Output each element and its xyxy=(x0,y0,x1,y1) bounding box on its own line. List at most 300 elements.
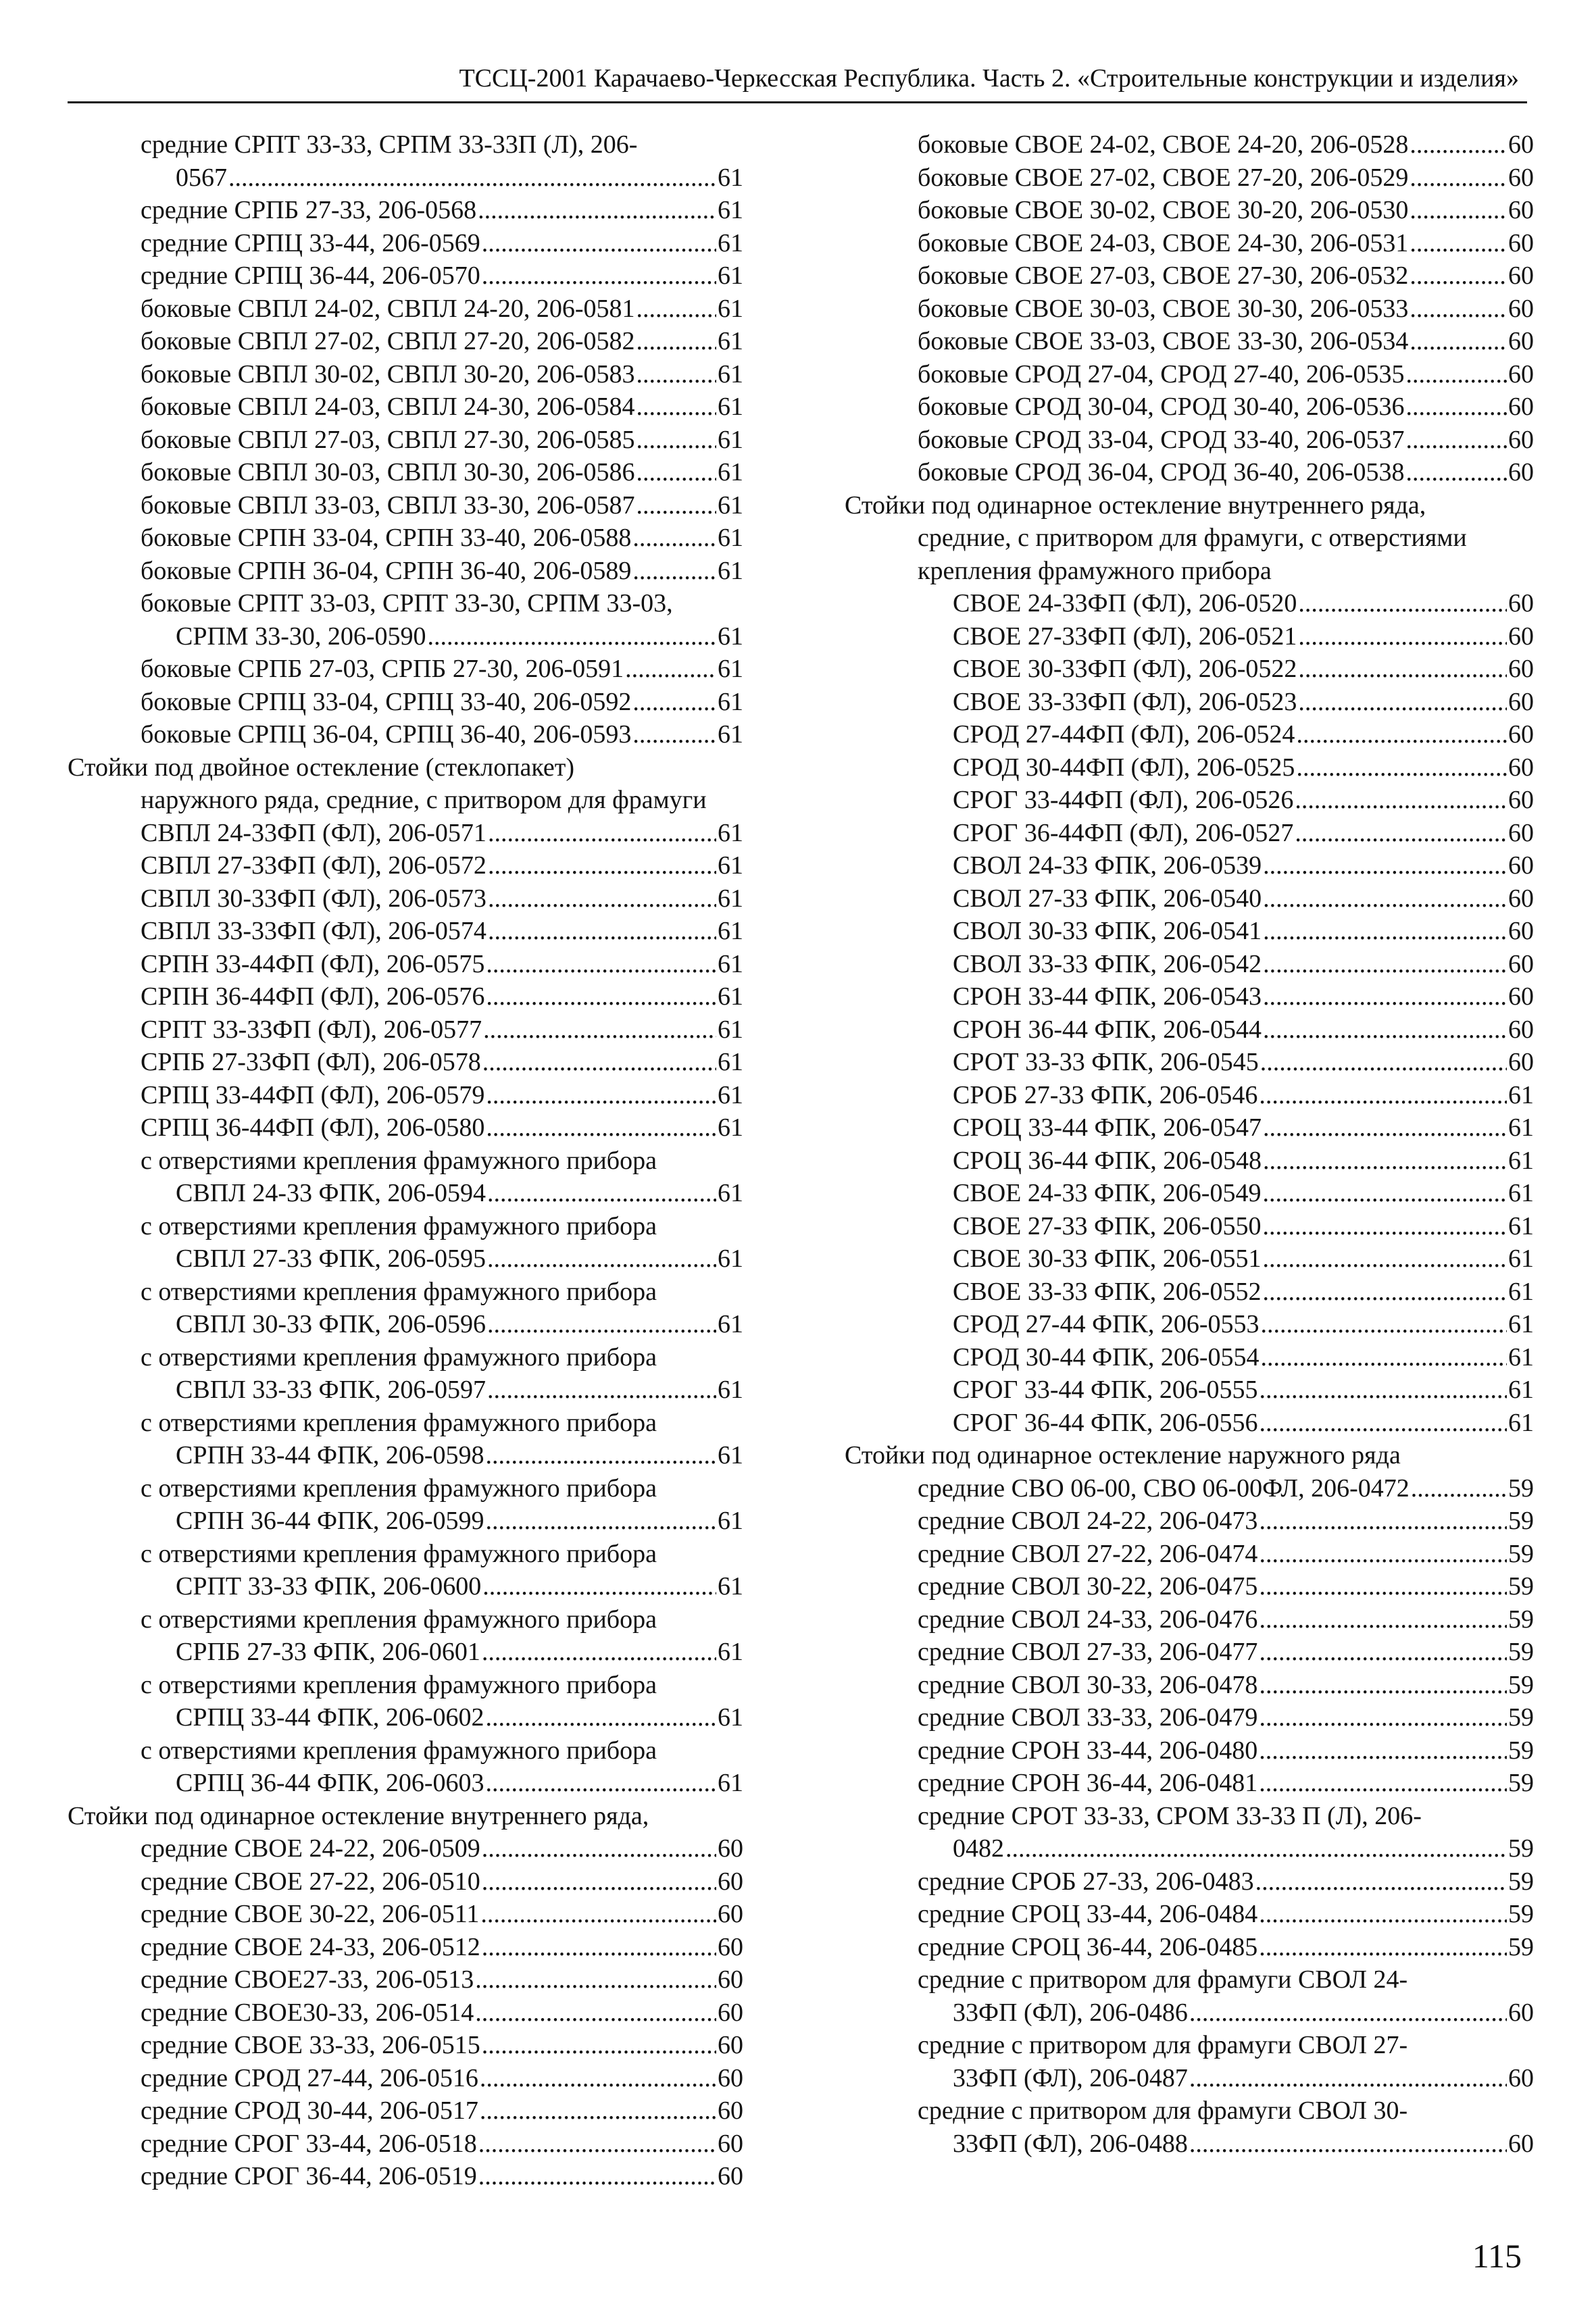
entry-page: 61 xyxy=(718,1769,743,1797)
entry-text: СВОЛ 27-33 ФПК, 206-0540 xyxy=(953,884,1262,913)
dot-leader xyxy=(632,718,716,751)
page-number: 115 xyxy=(1472,2237,1522,2275)
entry-text: средние СРОД 30-44, 206-0517 xyxy=(141,2096,478,2125)
entry-page: 61 xyxy=(718,1376,743,1404)
index-entry xyxy=(68,1013,743,1047)
index-heading: Стойки под одинарное остекление внутреннего ряда, xyxy=(845,491,1426,520)
entry-page: 60 xyxy=(1508,2063,1534,2092)
entry-page: 60 xyxy=(718,1900,743,1928)
entry-text: боковые СРОД 33-04, СРОД 33-40, 206-0537 xyxy=(918,425,1405,454)
entry-page: 59 xyxy=(1508,1474,1534,1503)
index-column-right xyxy=(845,128,1534,2160)
dot-leader xyxy=(1259,1570,1507,1603)
entry-page: 61 xyxy=(718,327,743,355)
dot-leader xyxy=(1263,948,1507,981)
entry-text: боковые СВОЕ 24-03, СВОЕ 24-30, 206-0531 xyxy=(918,228,1409,257)
index-entry xyxy=(68,2094,743,2128)
entry-page: 60 xyxy=(1508,2129,1534,2158)
dot-leader xyxy=(1261,1341,1507,1374)
index-entry xyxy=(845,1832,1534,1865)
entry-page: 61 xyxy=(718,1638,743,1666)
entry-text: средние СВОЛ 27-22, 206-0474 xyxy=(918,1539,1258,1568)
entry-page: 61 xyxy=(718,1244,743,1273)
dot-leader xyxy=(636,358,716,391)
entry-page: 60 xyxy=(1508,458,1534,486)
dot-leader xyxy=(488,915,716,948)
index-entry xyxy=(845,849,1534,882)
entry-text: СРПН 36-44ФП (ФЛ), 206-0576 xyxy=(141,982,485,1011)
entry-page: 60 xyxy=(1508,1015,1534,1044)
entry-text: СВОЕ 27-33ФП (ФЛ), 206-0521 xyxy=(953,622,1297,651)
index-heading: Стойки под двойное остекление (стеклопакет) xyxy=(68,753,575,782)
index-line: с отверстиями крепления фрамужного прибора xyxy=(141,1605,657,1634)
entry-text: СРОГ 33-44ФП (ФЛ), 206-0526 xyxy=(953,786,1294,814)
dot-leader xyxy=(1263,1013,1507,1047)
index-entry xyxy=(845,2128,1534,2161)
entry-text: СРПЦ 33-44ФП (ФЛ), 206-0579 xyxy=(141,1080,485,1109)
index-entry xyxy=(68,161,743,195)
entry-page: 60 xyxy=(718,2096,743,2125)
entry-text: боковые СВПЛ 24-03, СВПЛ 24-30, 206-0584 xyxy=(141,393,635,421)
entry-text: боковые СВПЛ 27-02, СВПЛ 27-20, 206-0582 xyxy=(141,327,635,355)
entry-page: 61 xyxy=(718,524,743,552)
index-entry xyxy=(68,718,743,751)
index-entry xyxy=(68,686,743,719)
entry-page: 61 xyxy=(718,261,743,290)
dot-leader xyxy=(1296,751,1507,784)
dot-leader xyxy=(482,1865,716,1898)
entry-text: боковые СВПЛ 30-03, СВПЛ 30-30, 206-0586 xyxy=(141,458,635,486)
dot-leader xyxy=(1259,1636,1507,1669)
entry-page: 59 xyxy=(1508,1605,1534,1634)
entry-page: 60 xyxy=(1508,196,1534,224)
entry-page: 61 xyxy=(718,556,743,585)
index-line: с отверстиями крепления фрамужного прибора xyxy=(141,1670,657,1699)
index-entry xyxy=(845,1767,1534,1800)
entry-page: 61 xyxy=(718,228,743,257)
index-entry xyxy=(845,293,1534,326)
entry-page: 59 xyxy=(1508,1638,1534,1666)
dot-leader xyxy=(485,1701,716,1734)
entry-page: 61 xyxy=(1508,1179,1534,1207)
dot-leader xyxy=(1296,718,1507,751)
entry-text: 0567 xyxy=(176,163,227,192)
entry-page: 61 xyxy=(718,425,743,454)
dot-leader xyxy=(1189,1996,1507,2030)
dot-leader xyxy=(1295,817,1507,850)
entry-text: СРОБ 27-33 ФПК, 206-0546 xyxy=(953,1080,1258,1109)
dot-leader xyxy=(1406,456,1507,489)
dot-leader xyxy=(482,2029,716,2062)
entry-text: боковые СРОД 27-04, СРОД 27-40, 206-0535 xyxy=(918,359,1405,388)
dot-leader xyxy=(482,1636,716,1669)
entry-page: 61 xyxy=(718,1179,743,1207)
entry-text: боковые СВОЕ 30-03, СВОЕ 30-30, 206-0533 xyxy=(918,294,1409,323)
entry-text: СРОН 36-44 ФПК, 206-0544 xyxy=(953,1015,1262,1044)
index-line: средние СРОТ 33-33, СРОМ 33-33 П (Л), 206- xyxy=(918,1801,1422,1830)
dot-leader xyxy=(478,2128,716,2161)
index-line: с отверстиями крепления фрамужного прибора xyxy=(141,1342,657,1372)
entry-page: 61 xyxy=(1508,1376,1534,1404)
entry-page: 60 xyxy=(1508,982,1534,1011)
index-entry xyxy=(845,1898,1534,1931)
index-entry xyxy=(845,882,1534,915)
index-entry xyxy=(68,1931,743,1964)
dot-leader xyxy=(487,1308,716,1341)
index-line: с отверстиями крепления фрамужного прибора xyxy=(141,1146,657,1175)
dot-leader xyxy=(478,2160,716,2193)
dot-leader xyxy=(1259,1767,1507,1800)
entry-text: СРПТ 33-33 ФПК, 206-0600 xyxy=(176,1572,482,1601)
entry-text: СРОГ 36-44ФП (ФЛ), 206-0527 xyxy=(953,818,1294,847)
index-entry xyxy=(845,1636,1534,1669)
dot-leader xyxy=(486,1111,716,1145)
entry-page: 60 xyxy=(1508,720,1534,749)
dot-leader xyxy=(482,1570,716,1603)
dot-leader xyxy=(1298,686,1507,719)
dot-leader xyxy=(1262,1210,1507,1243)
index-line: средние с притвором для фрамуги СВОЛ 30- xyxy=(918,2096,1408,2125)
dot-leader xyxy=(1259,1701,1507,1734)
dot-leader xyxy=(480,1898,716,1931)
entry-page: 59 xyxy=(1508,1703,1534,1732)
dot-leader xyxy=(1262,1177,1507,1210)
index-entry xyxy=(845,1308,1534,1341)
dot-leader xyxy=(1410,325,1507,358)
index-entry xyxy=(845,1472,1534,1505)
entry-text: СРОГ 36-44 ФПК, 206-0556 xyxy=(953,1408,1258,1437)
entry-page: 61 xyxy=(718,1048,743,1076)
dot-leader xyxy=(480,2094,716,2128)
index-entry xyxy=(845,980,1534,1013)
running-header xyxy=(68,59,1527,103)
index-entry xyxy=(68,1505,743,1538)
entry-page: 60 xyxy=(1508,655,1534,683)
entry-text: СРОД 27-44 ФПК, 206-0553 xyxy=(953,1310,1260,1338)
entry-page: 60 xyxy=(1508,1998,1534,2027)
entry-text: средние СВОЛ 33-33, 206-0479 xyxy=(918,1703,1258,1732)
dot-leader xyxy=(487,1374,716,1407)
index-entry xyxy=(845,948,1534,981)
dot-leader xyxy=(1298,587,1507,620)
entry-page: 61 xyxy=(718,1015,743,1044)
index-entry xyxy=(68,882,743,915)
index-entry xyxy=(845,587,1534,620)
entry-page: 61 xyxy=(1508,1342,1534,1372)
entry-text: СРПН 36-44 ФПК, 206-0599 xyxy=(176,1507,484,1535)
dot-leader xyxy=(487,1177,716,1210)
entry-text: средние СРОБ 27-33, 206-0483 xyxy=(918,1867,1254,1896)
entry-text: СРПЦ 36-44ФП (ФЛ), 206-0580 xyxy=(141,1113,485,1142)
index-entry xyxy=(68,259,743,293)
index-entry xyxy=(845,456,1534,489)
dot-leader xyxy=(636,424,716,457)
entry-text: СВОЛ 24-33 ФПК, 206-0539 xyxy=(953,851,1262,880)
dot-leader xyxy=(1259,1669,1507,1702)
entry-page: 61 xyxy=(718,491,743,520)
dot-leader xyxy=(1263,882,1507,915)
index-entry xyxy=(68,2062,743,2095)
entry-page: 61 xyxy=(1508,1244,1534,1273)
entry-page: 61 xyxy=(718,1441,743,1469)
entry-text: средние СВОЛ 24-22, 206-0473 xyxy=(918,1507,1258,1535)
dot-leader xyxy=(1263,980,1507,1013)
entry-page: 61 xyxy=(718,818,743,847)
index-entry xyxy=(845,1177,1534,1210)
index-line: с отверстиями крепления фрамужного прибора xyxy=(141,1474,657,1503)
entry-page: 61 xyxy=(1508,1310,1534,1338)
dot-leader xyxy=(485,1767,716,1800)
entry-text: средние СРПЦ 33-44, 206-0569 xyxy=(141,228,480,257)
index-entry xyxy=(845,1931,1534,1964)
entry-text: СРПБ 27-33 ФПК, 206-0601 xyxy=(176,1638,480,1666)
entry-page: 60 xyxy=(1508,786,1534,814)
dot-leader xyxy=(1298,653,1507,686)
dot-leader xyxy=(1259,1538,1507,1571)
dot-leader xyxy=(1410,128,1507,161)
entry-page: 60 xyxy=(718,1834,743,1863)
entry-page: 59 xyxy=(1508,1507,1534,1535)
index-heading: Стойки под одинарное остекление внутреннего ряда, xyxy=(68,1801,649,1830)
dot-leader xyxy=(632,555,716,588)
dot-leader xyxy=(636,456,716,489)
entry-page: 60 xyxy=(1508,851,1534,880)
entry-page: 61 xyxy=(718,1572,743,1601)
entry-text: СРПБ 27-33ФП (ФЛ), 206-0578 xyxy=(141,1048,481,1076)
entry-text: средние СРОН 36-44, 206-0481 xyxy=(918,1769,1258,1797)
entry-page: 61 xyxy=(718,196,743,224)
entry-text: СВПЛ 33-33 ФПК, 206-0597 xyxy=(176,1376,487,1404)
dot-leader xyxy=(1260,1046,1507,1079)
entry-text: боковые СВОЕ 27-02, СВОЕ 27-20, 206-0529 xyxy=(918,163,1409,192)
index-column-left xyxy=(68,128,743,2193)
entry-page: 61 xyxy=(718,1703,743,1732)
index-entry xyxy=(845,1570,1534,1603)
index-entry xyxy=(845,784,1534,817)
dot-leader xyxy=(636,325,716,358)
index-entry xyxy=(68,1701,743,1734)
index-entry xyxy=(68,1996,743,2030)
index-entry xyxy=(68,489,743,522)
index-entry xyxy=(845,1013,1534,1047)
entry-page: 60 xyxy=(718,1867,743,1896)
entry-text: боковые СРОД 36-04, СРОД 36-40, 206-0538 xyxy=(918,458,1405,486)
index-entry xyxy=(845,1603,1534,1636)
entry-text: средние СРОЦ 33-44, 206-0484 xyxy=(918,1900,1258,1928)
entry-text: средние СРПБ 27-33, 206-0568 xyxy=(141,196,477,224)
entry-text: СВПЛ 27-33 ФПК, 206-0595 xyxy=(176,1244,487,1273)
entry-page: 60 xyxy=(1508,687,1534,716)
entry-text: СРОЦ 36-44 ФПК, 206-0548 xyxy=(953,1146,1262,1175)
dot-leader xyxy=(1263,1111,1507,1145)
entry-page: 59 xyxy=(1508,1539,1534,1568)
entry-text: средние СРОД 27-44, 206-0516 xyxy=(141,2063,478,2092)
index-entry xyxy=(68,1111,743,1145)
entry-text: боковые СРПЦ 33-04, СРПЦ 33-40, 206-0592 xyxy=(141,687,632,716)
index-entry xyxy=(68,1308,743,1341)
dot-leader xyxy=(482,227,716,260)
index-entry xyxy=(68,849,743,882)
index-entry xyxy=(845,194,1534,227)
entry-text: СРПЦ 36-44 ФПК, 206-0603 xyxy=(176,1769,484,1797)
entry-text: боковые СРПБ 27-03, СРПБ 27-30, 206-0591 xyxy=(141,655,624,683)
entry-text: средние СВОЕ27-33, 206-0513 xyxy=(141,1965,474,1994)
dot-leader xyxy=(1189,2128,1507,2161)
dot-leader xyxy=(1263,849,1507,882)
entry-text: СРПЦ 33-44 ФПК, 206-0602 xyxy=(176,1703,484,1732)
index-entry xyxy=(68,391,743,424)
index-entry xyxy=(845,227,1534,260)
entry-page: 61 xyxy=(718,982,743,1011)
dot-leader xyxy=(1189,2062,1507,2095)
index-line: боковые СРПТ 33-03, СРПТ 33-30, СРПМ 33-03, xyxy=(141,589,673,618)
index-line: крепления фрамужного прибора xyxy=(918,556,1272,585)
index-entry xyxy=(845,128,1534,161)
entry-page: 61 xyxy=(718,393,743,421)
index-entry xyxy=(845,1242,1534,1276)
entry-text: СВОЕ 33-33 ФПК, 206-0552 xyxy=(953,1277,1262,1306)
entry-page: 60 xyxy=(1508,130,1534,159)
entry-text: СРОН 33-44 ФПК, 206-0543 xyxy=(953,982,1262,1011)
entry-page: 60 xyxy=(718,1998,743,2027)
dot-leader xyxy=(475,1963,716,1996)
index-line: с отверстиями крепления фрамужного прибора xyxy=(141,1408,657,1437)
dot-leader xyxy=(480,2062,716,2095)
entry-text: СРОГ 33-44 ФПК, 206-0555 xyxy=(953,1376,1258,1404)
entry-text: СВОЕ 30-33ФП (ФЛ), 206-0522 xyxy=(953,655,1297,683)
dot-leader xyxy=(1410,259,1507,293)
entry-text: СРПН 33-44ФП (ФЛ), 206-0575 xyxy=(141,949,485,978)
index-entry xyxy=(845,1276,1534,1309)
header-title: ТССЦ-2001 Карачаево-Черкесская Республика. Часть 2. «Строительные конструкции и изделия» xyxy=(459,64,1519,93)
index-entry xyxy=(845,915,1534,948)
dot-leader xyxy=(1259,1603,1507,1636)
index-entry xyxy=(845,1996,1534,2030)
dot-leader xyxy=(1262,1276,1507,1309)
index-entry xyxy=(845,259,1534,293)
dot-leader xyxy=(1259,1931,1507,1964)
entry-text: СРПМ 33-30, 206-0590 xyxy=(176,622,426,651)
index-entry xyxy=(68,1767,743,1800)
entry-text: средние СВО 06-00, СВО 06-00ФЛ, 206-0472 xyxy=(918,1474,1410,1503)
entry-page: 61 xyxy=(718,655,743,683)
index-entry xyxy=(845,424,1534,457)
index-entry xyxy=(845,1505,1534,1538)
entry-text: СРПТ 33-33ФП (ФЛ), 206-0577 xyxy=(141,1015,482,1044)
dot-leader xyxy=(625,653,716,686)
entry-page: 61 xyxy=(718,359,743,388)
entry-text: боковые СВПЛ 33-03, СВПЛ 33-30, 206-0587 xyxy=(141,491,635,520)
entry-page: 60 xyxy=(1508,589,1534,618)
dot-leader xyxy=(1411,1472,1507,1505)
entry-text: СРПН 33-44 ФПК, 206-0598 xyxy=(176,1441,484,1469)
index-entry xyxy=(845,1046,1534,1079)
dot-leader xyxy=(1259,1898,1507,1931)
dot-leader xyxy=(482,1046,716,1079)
dot-leader xyxy=(486,1079,716,1112)
index-entry xyxy=(68,1865,743,1898)
index-entry xyxy=(68,1374,743,1407)
dot-leader xyxy=(1259,1505,1507,1538)
index-line: средние с притвором для фрамуги СВОЛ 27- xyxy=(918,2031,1408,2059)
index-entry xyxy=(845,620,1534,653)
entry-text: СРОД 30-44ФП (ФЛ), 206-0525 xyxy=(953,753,1295,782)
entry-text: средние СВОЕ 27-22, 206-0510 xyxy=(141,1867,480,1896)
entry-page: 59 xyxy=(1508,1670,1534,1699)
entry-text: средние СРОН 33-44, 206-0480 xyxy=(918,1736,1258,1765)
entry-text: боковые СВОЕ 27-03, СВОЕ 27-30, 206-0532 xyxy=(918,261,1409,290)
entry-text: средние СВОЕ 30-22, 206-0511 xyxy=(141,1900,480,1928)
entry-page: 61 xyxy=(718,294,743,323)
entry-page: 61 xyxy=(718,851,743,880)
index-entry xyxy=(845,686,1534,719)
entry-text: боковые СВПЛ 30-02, СВПЛ 30-20, 206-0583 xyxy=(141,359,635,388)
entry-page: 60 xyxy=(1508,753,1534,782)
index-entry xyxy=(68,325,743,358)
index-entry xyxy=(845,161,1534,195)
entry-text: СВПЛ 33-33ФП (ФЛ), 206-0574 xyxy=(141,917,487,945)
dot-leader xyxy=(475,1996,716,2030)
dot-leader xyxy=(636,489,716,522)
entry-page: 60 xyxy=(718,1965,743,1994)
index-entry xyxy=(68,522,743,555)
index-entry xyxy=(68,2029,743,2062)
index-entry xyxy=(68,358,743,391)
index-entry xyxy=(68,2128,743,2161)
entry-page: 61 xyxy=(718,949,743,978)
entry-text: средние СРОГ 36-44, 206-0519 xyxy=(141,2162,477,2190)
dot-leader xyxy=(1410,227,1507,260)
index-entry xyxy=(68,817,743,850)
index-entry xyxy=(68,1046,743,1079)
entry-page: 61 xyxy=(1508,1146,1534,1175)
dot-leader xyxy=(632,686,716,719)
index-entry xyxy=(845,358,1534,391)
index-entry xyxy=(845,653,1534,686)
index-entry xyxy=(68,1636,743,1669)
index-entry xyxy=(68,980,743,1013)
dot-leader xyxy=(636,293,716,326)
dot-leader xyxy=(228,161,716,195)
entry-page: 61 xyxy=(718,1507,743,1535)
index-line: наружного ряда, средние, с притвором для фрамуги xyxy=(141,786,707,814)
entry-page: 60 xyxy=(1508,884,1534,913)
entry-page: 59 xyxy=(1508,1867,1534,1896)
dot-leader xyxy=(1263,1145,1507,1178)
dot-leader xyxy=(1410,194,1507,227)
entry-page: 60 xyxy=(1508,163,1534,192)
index-entry xyxy=(845,1341,1534,1374)
index-heading: Стойки под одинарное остекление наружного ряда xyxy=(845,1441,1401,1469)
dot-leader xyxy=(1295,784,1507,817)
index-line: с отверстиями крепления фрамужного прибора xyxy=(141,1211,657,1240)
entry-text: средние СРОЦ 36-44, 206-0485 xyxy=(918,1932,1258,1961)
entry-page: 61 xyxy=(718,1310,743,1338)
dot-leader xyxy=(1262,1242,1507,1276)
entry-text: СВОЛ 33-33 ФПК, 206-0542 xyxy=(953,949,1262,978)
index-entry xyxy=(68,1832,743,1865)
entry-page: 59 xyxy=(1508,1572,1534,1601)
entry-text: СВПЛ 30-33 ФПК, 206-0596 xyxy=(176,1310,487,1338)
index-entry xyxy=(68,424,743,457)
entry-text: СВПЛ 24-33ФП (ФЛ), 206-0571 xyxy=(141,818,487,847)
entry-page: 61 xyxy=(718,720,743,749)
entry-text: боковые СВПЛ 27-03, СВПЛ 27-30, 206-0585 xyxy=(141,425,635,454)
index-entry xyxy=(68,2160,743,2193)
entry-page: 61 xyxy=(1508,1113,1534,1142)
dot-leader xyxy=(485,1505,716,1538)
entry-page: 59 xyxy=(1508,1900,1534,1928)
